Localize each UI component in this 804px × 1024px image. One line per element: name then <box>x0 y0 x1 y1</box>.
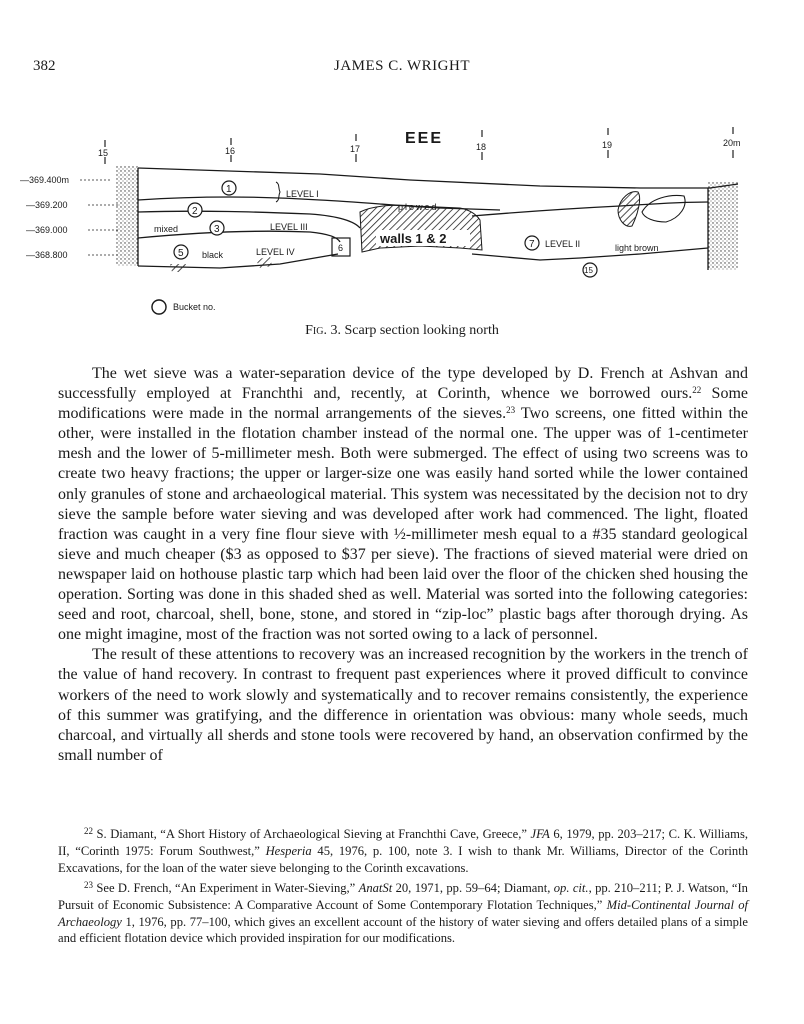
paragraph-1 <box>58 364 748 645</box>
fn22-text-e: 45, 1976, p. 100, note 3. I wish to thank Mr. Williams, Director of the Corinth Excavations, for the loan of the water sieve belonging to the Corinth excavations. <box>58 843 748 875</box>
running-head-author: JAMES C. WRIGHT <box>334 58 470 74</box>
elevation-369-000: —369.000 <box>26 225 68 235</box>
elevation-369-200: —369.200 <box>26 200 68 210</box>
footnote-ref-22: 22 <box>692 385 702 396</box>
bucket-15: 15 <box>584 266 593 275</box>
footnote-ref-23: 23 <box>506 405 516 416</box>
meter-mark-16: 16 <box>225 146 236 156</box>
footnote-23 <box>58 877 748 948</box>
label-light-brown: light brown <box>615 243 659 253</box>
caption-text: 3. Scarp section looking north <box>330 323 499 338</box>
fn22-text-a: S. Diamant, “A Short History of Archaeological Sieving at Franchthi Cave, Greece,” <box>93 827 531 841</box>
label-black: black <box>202 250 224 260</box>
figure-caption <box>0 323 804 339</box>
caption-prefix: Fig. <box>305 323 327 338</box>
fn23-text-g: 1, 1976, pp. 77–100, which gives an excellent account of the history of water sieving and offers detailed plans of a simple and efficient flotation device which provided inspiration for our modifications. <box>58 914 748 946</box>
paragraph-2: The result of these attentions to recovery was an increased recognition by the workers in the trench of the value of hand recovery. In contrast to frequent past experiences where it proved difficult to convince workers of the need to work slowly and systematically and to recover remains consistently, the experience of this summer was gratifying, and the difference in orientation was obvious: many whole seeds, much charcoal, and virtually all sherds and stone tools were recovered by hand, an observation confirmed by the small number of <box>58 646 748 764</box>
label-level-1: LEVEL I <box>286 189 319 199</box>
footnote-22 <box>58 823 748 877</box>
fn23-journal-midcont: Mid-Continental Journal of Archaeology <box>58 897 748 929</box>
meter-mark-15: 15 <box>98 148 109 158</box>
label-level-4: LEVEL IV <box>256 247 295 257</box>
p1-part-a: The wet sieve was a water-separation device of the type developed by D. French at Ashvan and successfully employed at Franchthi and, recently, at Corinth, whence we borrowed ours. <box>58 365 748 403</box>
meter-mark-18: 18 <box>476 142 487 152</box>
fn22-journal-hesperia: Hesperia <box>265 843 312 858</box>
stone-hatched <box>618 192 640 227</box>
left-baulk <box>116 166 138 266</box>
fn22-journal-jfa: JFA <box>530 827 550 841</box>
fn23-op-cit: op. cit. <box>553 880 589 895</box>
p1-part-c: Two screens, one fitted within the other, were installed in the flotation chamber instead of the normal one. The upper was of 1-centimeter mesh and the lower of 5-millimeter mesh. Both were submerged. The effect of using two screens was to create two heavy fractions; the upper or larger-size one was easily hand sorted while the lower contained only granules of stone and archaeological material. This system was necessitated by the decision not to dry sieve the sample before water sieving and was developed after work had commenced. The light, floated fraction was caught in a very fine flour sieve with ½-millimeter mesh equal to a #35 standard geological sieve and much cheaper ($3 as opposed to $37 per sieve). The fractions of sieved material were dried on newspaper laid on hothouse plastic tarp which had been laid over the floor of the chicken shed housing the operation. Sorting was done in this shaded shed as well. Material was sorted into the following categories: seed and root, charcoal, shell, bone, stone, and stored in “zip-loc” plastic bags after thorough drying. As one might imagine, most of the fraction was not sorted owing to a lack of personnel. <box>58 405 749 644</box>
level-1-brace <box>276 182 280 202</box>
meter-mark-19: 19 <box>602 140 613 150</box>
meter-mark-20m: 20m <box>723 138 741 148</box>
stone-right <box>642 196 685 222</box>
bucket-7: 7 <box>529 239 535 250</box>
label-level-2: LEVEL II <box>545 239 581 249</box>
label-walls: walls 1 & 2 <box>380 231 447 246</box>
label-plowed: plowed <box>398 202 439 212</box>
fn23-text-a: See D. French, “An Experiment in Water-Sieving,” <box>93 880 359 895</box>
legend-bucket-icon <box>152 300 166 314</box>
p1-part-b: Some modifications were made in the normal arrangements of the sieves. <box>58 385 748 423</box>
bucket-5: 5 <box>178 248 184 259</box>
fn23-text-e: , pp. 210–211; P. J. Watson, “In Pursuit of Economic Subsistence: A Comparative Account of Some Contemporary Flotation Techniques,” <box>58 880 748 912</box>
legend-label: Bucket no. <box>173 302 216 312</box>
footnotes <box>58 823 748 947</box>
fn22-text-c: 6, 1979, pp. 203–217; C. K. Williams, II, “Corinth 1975: Forum Southwest,” <box>58 827 748 858</box>
meter-mark-17: 17 <box>350 144 361 154</box>
elevation-369-400: —369.400m <box>20 175 70 185</box>
bucket-2: 2 <box>192 206 198 217</box>
bottom-hatch-mid <box>256 256 272 268</box>
figure-title: EEE <box>405 130 444 147</box>
right-baulk <box>708 182 738 270</box>
page-number: 382 <box>33 58 56 74</box>
bottom-hatch-left <box>170 264 186 272</box>
label-level-3: LEVEL III <box>270 222 308 232</box>
fn23-journal-anatst: AnatSt <box>358 880 393 895</box>
fn23-text-c: 20, 1971, pp. 59–64; Diamant, <box>392 880 554 895</box>
label-mixed: mixed <box>154 224 179 234</box>
bucket-1: 1 <box>226 184 232 195</box>
footnote-23-number: 23 <box>84 879 93 890</box>
body-text <box>58 364 748 766</box>
footnote-22-number: 22 <box>84 826 93 836</box>
elevation-368-800: —368.800 <box>26 250 68 260</box>
bucket-6: 6 <box>338 243 344 253</box>
bucket-3: 3 <box>214 224 220 235</box>
scarp-section-figure <box>20 118 750 318</box>
